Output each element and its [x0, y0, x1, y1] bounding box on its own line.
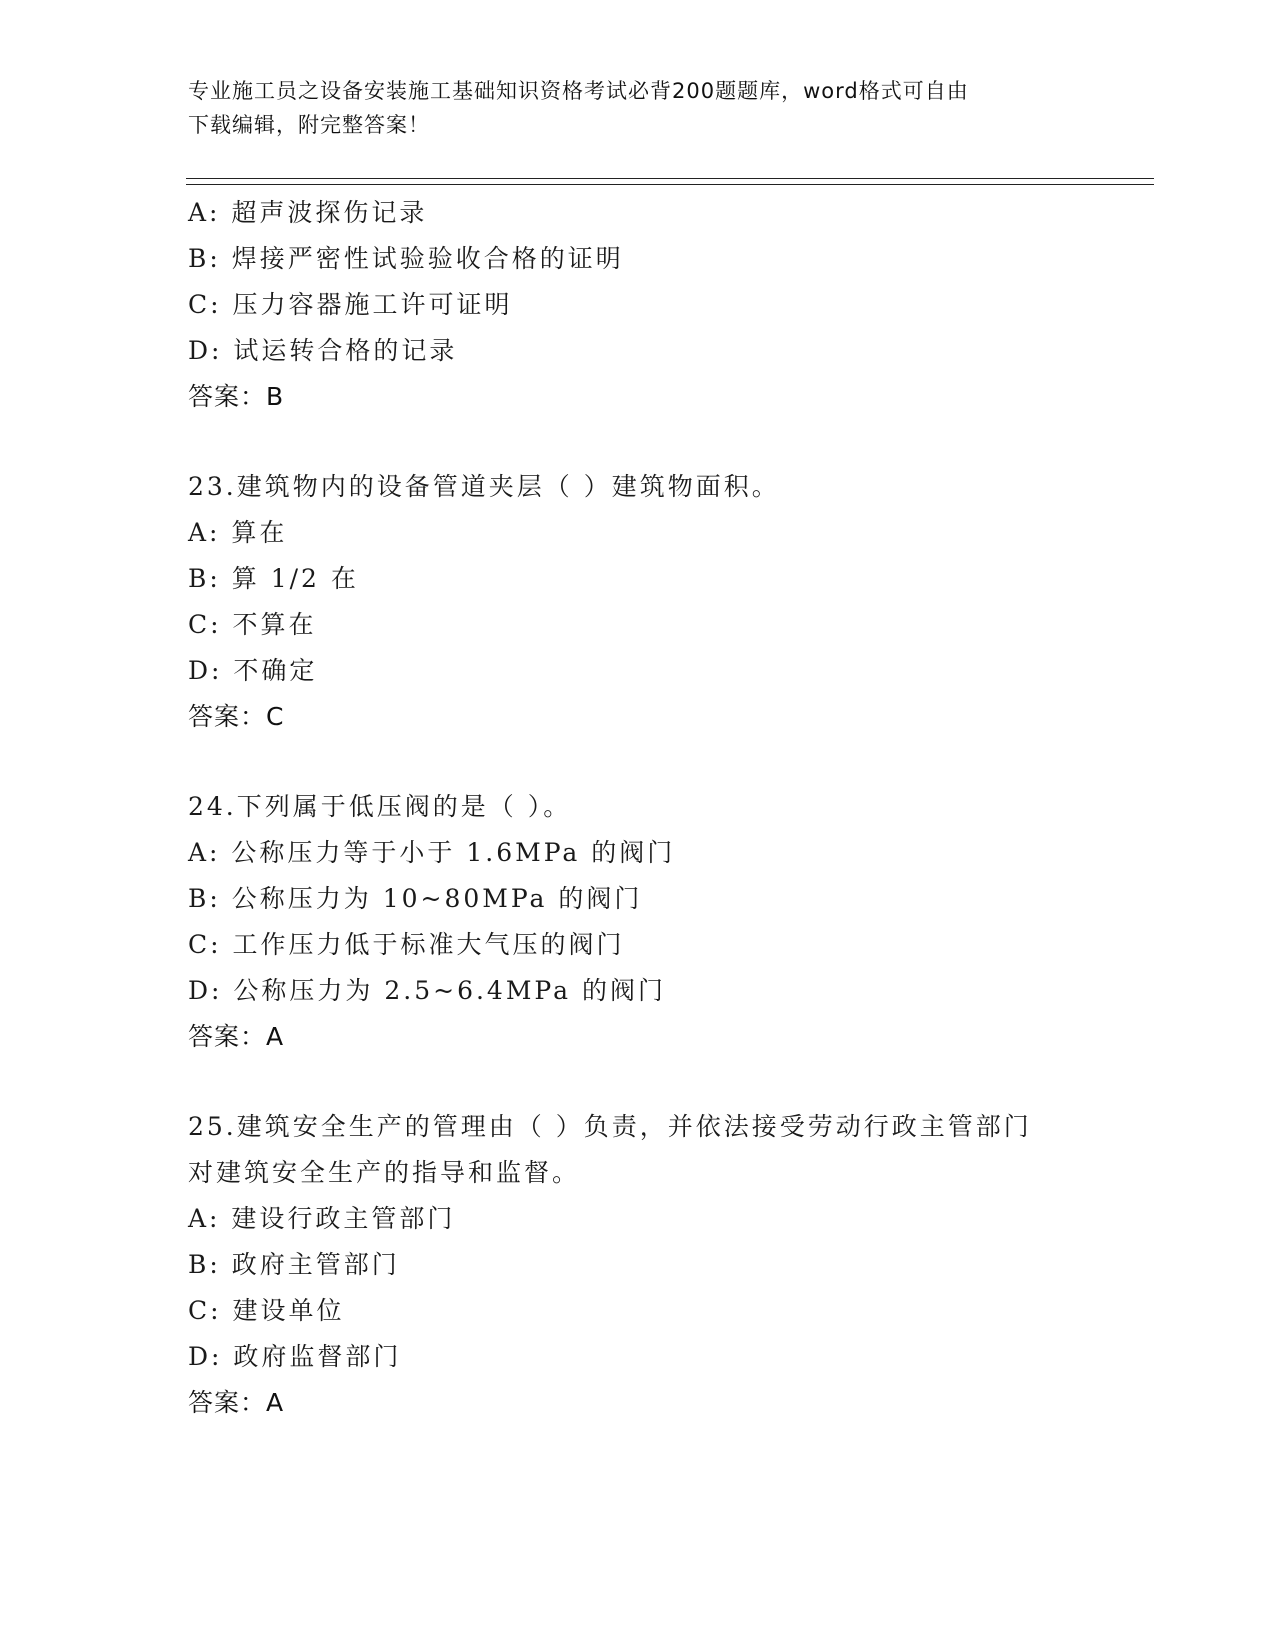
answer-line: 答案：A — [188, 1022, 285, 1051]
option-c: C: 不算在 — [188, 610, 317, 639]
option-b: B: 政府主管部门 — [188, 1250, 400, 1279]
option-a: A: 建设行政主管部门 — [188, 1204, 456, 1233]
spacer — [188, 420, 1108, 464]
spacer — [188, 1060, 1108, 1104]
option-d: D: 试运转合格的记录 — [188, 336, 458, 365]
question-block — [188, 1104, 1108, 1426]
option-b: B: 焊接严密性试验验收合格的证明 — [188, 244, 624, 273]
option-a: A: 算在 — [188, 518, 288, 547]
question-block — [188, 190, 1108, 420]
option-c: C: 工作压力低于标准大气压的阀门 — [188, 930, 625, 959]
option-a: A: 公称压力等于小于 1.6MPa 的阀门 — [188, 838, 676, 867]
answer-line: 答案：A — [188, 1388, 285, 1417]
question-stem: 25.建筑安全生产的管理由（ ）负责，并依法接受劳动行政主管部门 — [188, 1112, 1032, 1141]
answer-line: 答案：C — [188, 702, 285, 731]
option-c: C: 建设单位 — [188, 1296, 345, 1325]
spacer — [188, 740, 1108, 784]
question-block — [188, 464, 1108, 740]
option-d: D: 公称压力为 2.5~6.4MPa 的阀门 — [188, 976, 666, 1005]
document-header — [188, 74, 1068, 142]
option-c: C: 压力容器施工许可证明 — [188, 290, 513, 319]
option-b: B: 公称压力为 10~80MPa 的阀门 — [188, 884, 643, 913]
question-stem: 24.下列属于低压阀的是（ ）。 — [188, 792, 572, 821]
question-stem: 23.建筑物内的设备管道夹层（ ）建筑物面积。 — [188, 472, 780, 501]
option-d: D: 不确定 — [188, 656, 318, 685]
question-block — [188, 784, 1108, 1060]
header-line-1: 专业施工员之设备安装施工基础知识资格考试必背200题题库，word格式可自由 — [188, 79, 969, 103]
question-list — [188, 190, 1108, 1426]
question-stem-continued: 对建筑安全生产的指导和监督。 — [188, 1158, 581, 1187]
option-d: D: 政府监督部门 — [188, 1342, 402, 1371]
header-line-2: 下载编辑，附完整答案！ — [188, 113, 430, 137]
header-divider — [186, 178, 1154, 185]
option-b: B: 算 1/2 在 — [188, 564, 359, 593]
option-a: A: 超声波探伤记录 — [188, 198, 428, 227]
answer-line: 答案：B — [188, 382, 285, 411]
